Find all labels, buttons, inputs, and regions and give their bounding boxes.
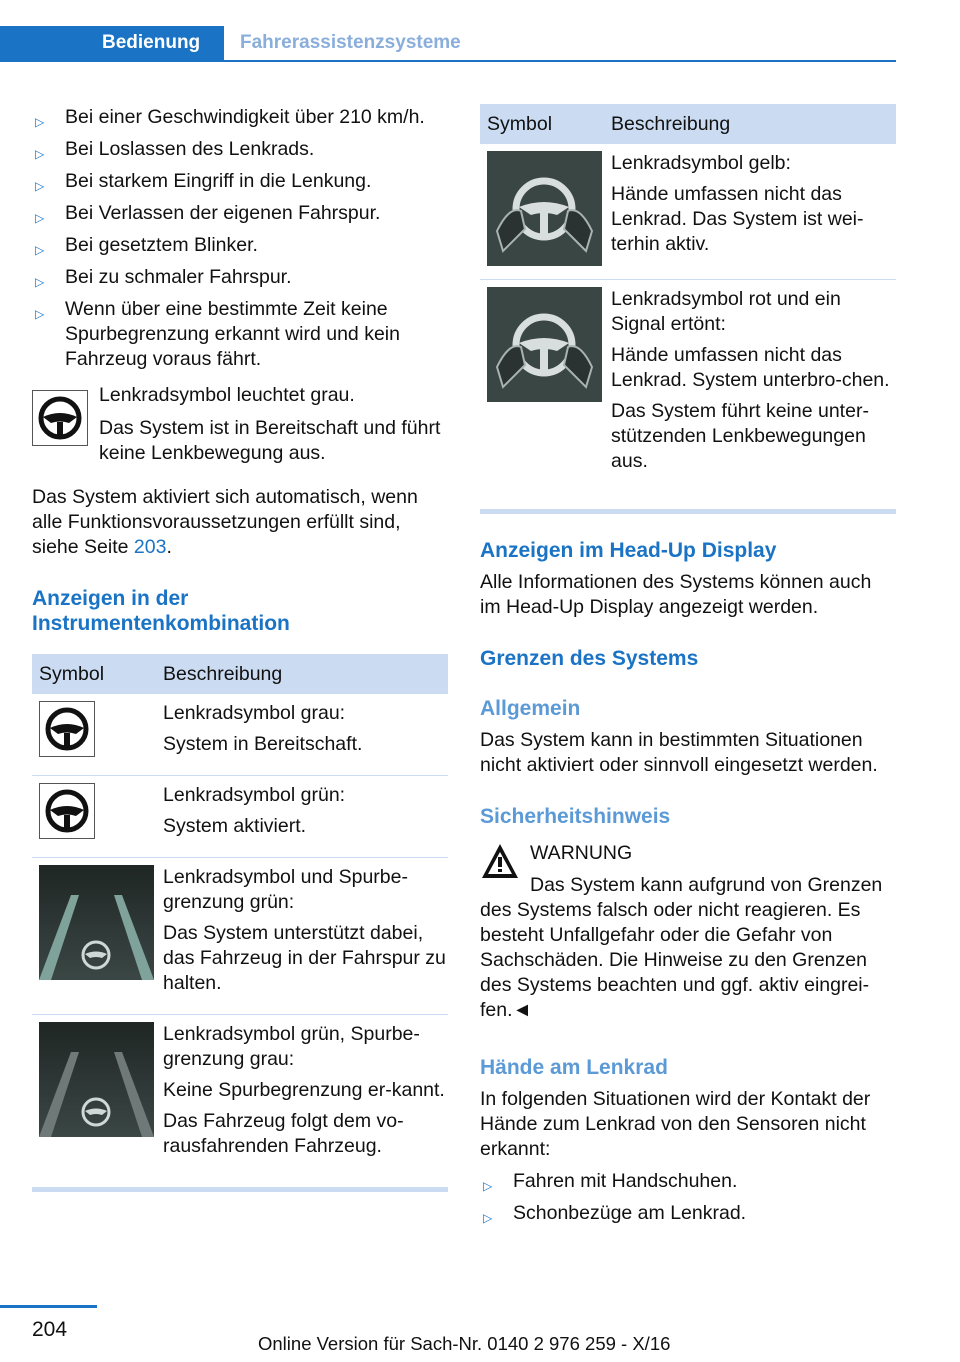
heading-safety-note: Sicherheitshinweis (480, 805, 671, 828)
heading-general: Allgemein (480, 697, 581, 720)
triangle-right-icon: ▷ (35, 307, 45, 321)
list-item: ▷ Bei gesetztem Blinker. (32, 233, 448, 258)
grey-symbol-text-1: Lenkradsymbol leuchtet grau. (99, 384, 355, 406)
triangle-right-icon: ▷ (483, 1179, 493, 1193)
grey-steering-symbol (32, 390, 92, 446)
table-bottom-rule (32, 1187, 448, 1192)
auto-activation-text: Das System aktiviert sich automatisch, wenn alle Funktionsvoraussetzungen erfüllt sind, siehe Seite 203. (32, 486, 418, 558)
triangle-right-icon: ▷ (35, 147, 45, 161)
hands-off-yellow-image (487, 151, 602, 266)
heading-instrument-cluster: Anzeigen in der Instrumentenkombination (32, 587, 290, 635)
header-divider (0, 60, 896, 62)
heading-system-limits: Grenzen des Systems (480, 647, 699, 670)
footer-divider (0, 1305, 97, 1308)
triangle-right-icon: ▷ (35, 211, 45, 225)
list-item: ▷ Bei Verlassen der eigenen Fahrspur. (32, 201, 448, 226)
lane-display-green-image (39, 865, 154, 980)
heading-hands-on-wheel: Hände am Lenkrad (480, 1056, 668, 1079)
hands-off-red-image (487, 287, 602, 402)
list-item: ▷ Wenn über eine bestimmte Zeit keine Spurbegrenzung erkannt wird und kein Fahrzeug voraus fährt. (35, 298, 400, 370)
hud-text: Alle Informationen des Systems können auch im Head-Up Display angezeigt werden. (480, 571, 872, 618)
grey-symbol-text-2: Das System ist in Bereitschaft und führt keine Lenkbewegung aus. (99, 417, 441, 464)
column-header-description: Beschreibung (156, 654, 448, 694)
column-header-symbol: Symbol (32, 654, 156, 694)
table-header-row (480, 104, 896, 144)
list-item: ▷ Schonbezüge am Lenkrad. (480, 1201, 896, 1226)
chapter-tab-inactive: Fahrerassistenzsysteme (240, 32, 461, 53)
hands-list (480, 1169, 896, 1233)
list-item: ▷ Bei zu schmaler Fahrspur. (32, 265, 448, 290)
general-text: Das System kann in bestimmten Situationen nicht aktiviert oder sinnvoll eingesetzt werden. (480, 729, 878, 776)
triangle-right-icon: ▷ (35, 179, 45, 193)
column-header-symbol: Symbol (480, 104, 604, 144)
list-item: ▷ Bei starkem Eingriff in die Lenkung. (32, 169, 448, 194)
table-header-row (32, 654, 448, 694)
warning-text: Das System kann aufgrund von Grenzen des Systems falsch oder nicht reagieren. Es besteht Unfallgefahr oder die Gefahr von Sachschäden. Die Hinweise zu den Grenzen des Systems beachten und ggf. aktiv eingrei-fen.◄ (480, 874, 883, 1021)
page-link[interactable]: 203 (133, 536, 167, 558)
table-row: Lenkradsymbol gelb: Hände umfassen nicht das Lenkrad. Das System ist wei-terhin aktiv. (480, 144, 896, 279)
triangle-right-icon: ▷ (35, 243, 45, 257)
table-row: Lenkradsymbol grün, Spurbe-grenzung grau: Keine Spurbegrenzung er-kannt. Das Fahrzeug folgt dem vo-rausfahrenden Fahrzeug. (32, 1015, 448, 1187)
table-row: Lenkradsymbol grau: System in Bereitschaft. (32, 694, 448, 776)
triangle-right-icon: ▷ (483, 1211, 493, 1225)
condition-list (32, 105, 448, 379)
steering-wheel-icon (32, 390, 88, 446)
list-item: ▷ Bei einer Geschwindigkeit über 210 km/h. (32, 105, 448, 130)
instrument-symbol-table (32, 654, 448, 1192)
triangle-right-icon: ▷ (35, 115, 45, 129)
page-header (0, 0, 896, 62)
heading-head-up-display: Anzeigen im Head-Up Display (480, 539, 777, 562)
hands-symbol-table (480, 104, 896, 514)
triangle-right-icon: ▷ (35, 275, 45, 289)
column-header-description: Beschreibung (604, 104, 896, 144)
warning-title: WARNUNG (530, 842, 633, 864)
steering-wheel-icon (39, 701, 95, 757)
table-row: Lenkradsymbol grün: System aktiviert. (32, 776, 448, 858)
list-item: ▷ Bei Loslassen des Lenkrads. (32, 137, 448, 162)
table-bottom-rule (480, 509, 896, 514)
hands-text: In folgenden Situationen wird der Kontakt der Hände zum Lenkrad von den Sensoren nicht erkannt: (480, 1088, 871, 1160)
list-item: ▷ Fahren mit Handschuhen. (480, 1169, 896, 1194)
table-row: Lenkradsymbol und Spurbe-grenzung grün: Das System unterstützt dabei, das Fahrzeug in der Fahrspur zu halten. (32, 858, 448, 1015)
chapter-tab-active: Bedienung (0, 26, 224, 60)
steering-wheel-icon (39, 783, 95, 839)
online-version-text: Online Version für Sach-Nr. 0140 2 976 259 - X/16 (258, 1333, 671, 1354)
page-number: 204 (32, 1318, 68, 1341)
lane-display-grey-image (39, 1022, 154, 1137)
table-row: Lenkradsymbol rot und ein Signal ertönt: Hände umfassen nicht das Lenkrad. System unterbro-chen. Das System führt keine unter-stützenden Lenkbewegungen aus. (480, 279, 896, 509)
